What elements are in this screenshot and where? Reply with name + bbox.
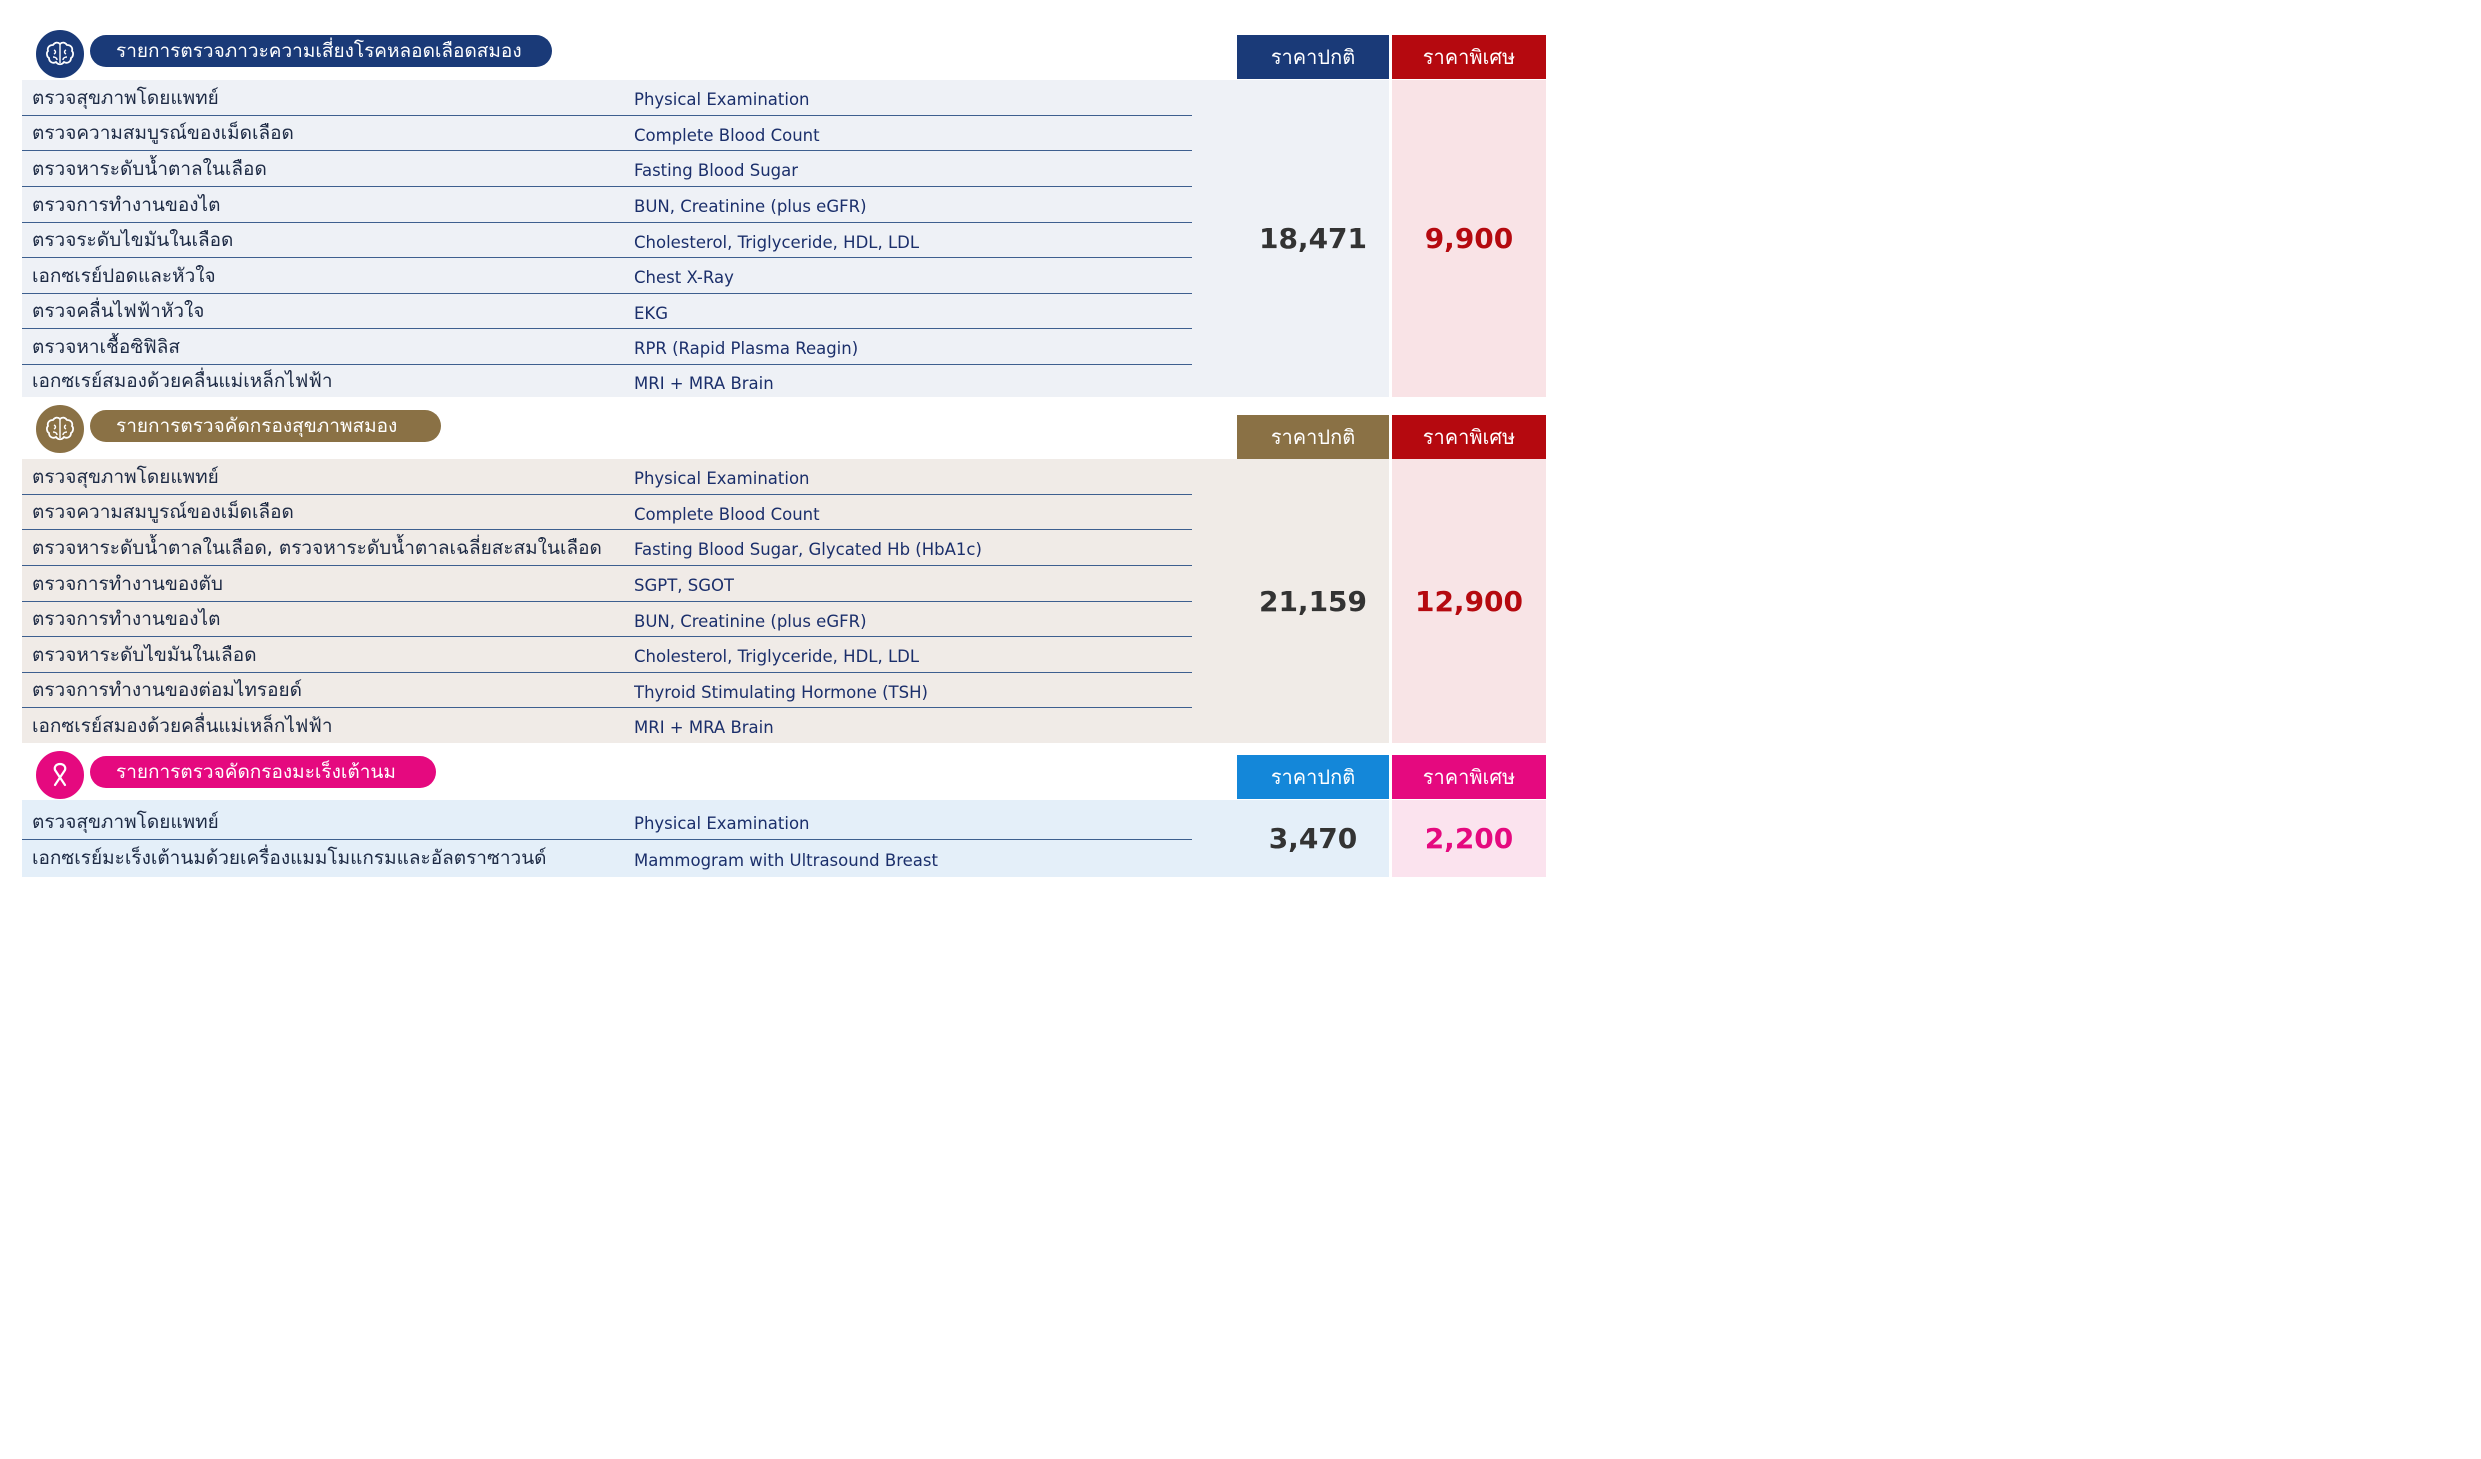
table-row xyxy=(22,151,1192,187)
item-thai: ตรวจหาระดับไขมันในเลือด xyxy=(32,643,257,666)
special-price-label: ราคาพิเศษ xyxy=(1422,425,1516,449)
item-english: Cholesterol, Triglyceride, HDL, LDL xyxy=(634,232,920,252)
item-thai: ตรวจการทำงานของไต xyxy=(32,608,221,630)
item-english: Cholesterol, Triglyceride, HDL, LDL xyxy=(634,647,920,666)
item-thai: ตรวจสุขภาพโดยแพทย์ xyxy=(32,465,219,488)
item-thai: เอกซเรย์สมองด้วยคลื่นแม่เหล็กไฟฟ้า xyxy=(32,370,333,392)
normal-price-header xyxy=(1237,35,1389,79)
table-row xyxy=(22,602,1192,637)
normal-price-label: ราคาปกติ xyxy=(1270,45,1356,69)
normal-price-header xyxy=(1237,755,1389,799)
table-row xyxy=(22,258,1192,294)
brain-icon xyxy=(34,403,86,455)
item-thai: เอกซเรย์มะเร็งเต้านมด้วยเครื่องแมมโมแกรมและอัลตราซาวนด์ xyxy=(32,847,547,869)
normal-price-cell xyxy=(1237,800,1389,877)
item-english: Complete Blood Count xyxy=(634,504,820,524)
item-english: MRI + MRA Brain xyxy=(634,373,774,393)
table-row xyxy=(22,495,1192,530)
item-english: BUN, Creatinine (plus eGFR) xyxy=(634,611,867,631)
table-row xyxy=(22,804,1192,840)
section-title-pill xyxy=(90,756,436,788)
item-thai: ตรวจการทำงานของต่อมไทรอยด์ xyxy=(32,679,302,701)
special-price: 9,900 xyxy=(1424,222,1514,255)
item-english: Thyroid Stimulating Hormone (TSH) xyxy=(634,682,928,702)
normal-price: 3,470 xyxy=(1268,822,1358,855)
item-english: Physical Examination xyxy=(634,814,810,833)
item-thai: ตรวจความสมบูรณ์ของเม็ดเลือด xyxy=(32,501,294,523)
table-row xyxy=(22,294,1192,329)
item-english: MRI + MRA Brain xyxy=(634,718,774,737)
section-title: รายการตรวจภาวะความเสี่ยงโรคหลอดเลือดสมอง xyxy=(116,40,522,62)
special-price: 12,900 xyxy=(1414,584,1524,618)
table-row xyxy=(22,459,1192,495)
section-brain-screening xyxy=(0,398,1568,744)
brain-icon xyxy=(34,28,86,80)
special-price: 2,200 xyxy=(1424,822,1514,855)
table-row xyxy=(22,637,1192,673)
special-price-cell xyxy=(1392,800,1546,877)
normal-price-header xyxy=(1237,415,1389,459)
table-row xyxy=(22,530,1192,566)
special-price-header xyxy=(1392,755,1546,799)
normal-price: 21,159 xyxy=(1258,584,1368,618)
table-row xyxy=(22,116,1192,151)
table-row xyxy=(22,708,1192,743)
ribbon-icon xyxy=(34,749,86,801)
item-thai: ตรวจสุขภาพโดยแพทย์ xyxy=(32,810,219,833)
table-row xyxy=(22,80,1192,116)
item-english: BUN, Creatinine (plus eGFR) xyxy=(634,197,867,216)
special-price-header xyxy=(1392,35,1546,79)
item-thai: ตรวจการทำงานของตับ xyxy=(32,572,223,595)
item-thai: ตรวจความสมบูรณ์ของเม็ดเลือด xyxy=(32,122,294,144)
item-thai: ตรวจหาระดับน้ำตาลในเลือด xyxy=(32,157,267,180)
table-row xyxy=(22,329,1192,365)
item-english: Chest X-Ray xyxy=(634,268,734,287)
table-row xyxy=(22,187,1192,223)
table-row xyxy=(22,673,1192,708)
special-price-cell xyxy=(1392,80,1546,397)
special-price-header xyxy=(1392,415,1546,459)
item-english: EKG xyxy=(634,303,669,323)
item-thai: เอกซเรย์ปอดและหัวใจ xyxy=(32,264,216,287)
item-english: Mammogram with Ultrasound Breast xyxy=(634,850,938,870)
section-stroke-risk xyxy=(0,0,1568,398)
item-thai: ตรวจคลื่นไฟฟ้าหัวใจ xyxy=(32,300,205,322)
normal-price-label: ราคาปกติ xyxy=(1270,425,1356,449)
table-row xyxy=(22,365,1192,397)
item-thai: ตรวจสุขภาพโดยแพทย์ xyxy=(32,86,219,109)
item-english: Complete Blood Count xyxy=(634,125,820,145)
item-english: Fasting Blood Sugar, Glycated Hb (HbA1c) xyxy=(634,540,982,559)
table-row xyxy=(22,840,1192,876)
item-english: Fasting Blood Sugar xyxy=(634,161,799,180)
special-price-label: ราคาพิเศษ xyxy=(1422,45,1516,69)
normal-price-cell xyxy=(1237,80,1389,397)
table-row xyxy=(22,223,1192,258)
normal-price-cell xyxy=(1237,459,1389,743)
item-thai: ตรวจหาเชื้อซิฟิลิส xyxy=(32,335,180,358)
special-price-cell xyxy=(1392,459,1546,743)
item-english: Physical Examination xyxy=(634,469,810,488)
section-title: รายการตรวจคัดกรองสุขภาพสมอง xyxy=(116,415,398,437)
section-breast-cancer-screening xyxy=(0,744,1568,884)
section-title-pill xyxy=(90,35,552,67)
item-english: Physical Examination xyxy=(634,90,810,109)
item-thai: ตรวจระดับไขมันในเลือด xyxy=(32,229,234,251)
table-row xyxy=(22,566,1192,602)
section-title: รายการตรวจคัดกรองมะเร็งเต้านม xyxy=(116,761,396,783)
item-english: RPR (Rapid Plasma Reagin) xyxy=(634,339,859,358)
item-thai: ตรวจหาระดับน้ำตาลในเลือด, ตรวจหาระดับน้ำตาลเฉลี่ยสะสมในเลือด xyxy=(32,536,602,559)
section-title-pill xyxy=(90,410,441,442)
item-english: SGPT, SGOT xyxy=(634,576,735,595)
normal-price-label: ราคาปกติ xyxy=(1270,765,1356,789)
normal-price: 18,471 xyxy=(1258,222,1368,255)
item-thai: เอกซเรย์สมองด้วยคลื่นแม่เหล็กไฟฟ้า xyxy=(32,714,333,737)
item-thai: ตรวจการทำงานของไต xyxy=(32,193,221,216)
special-price-label: ราคาพิเศษ xyxy=(1422,765,1516,789)
